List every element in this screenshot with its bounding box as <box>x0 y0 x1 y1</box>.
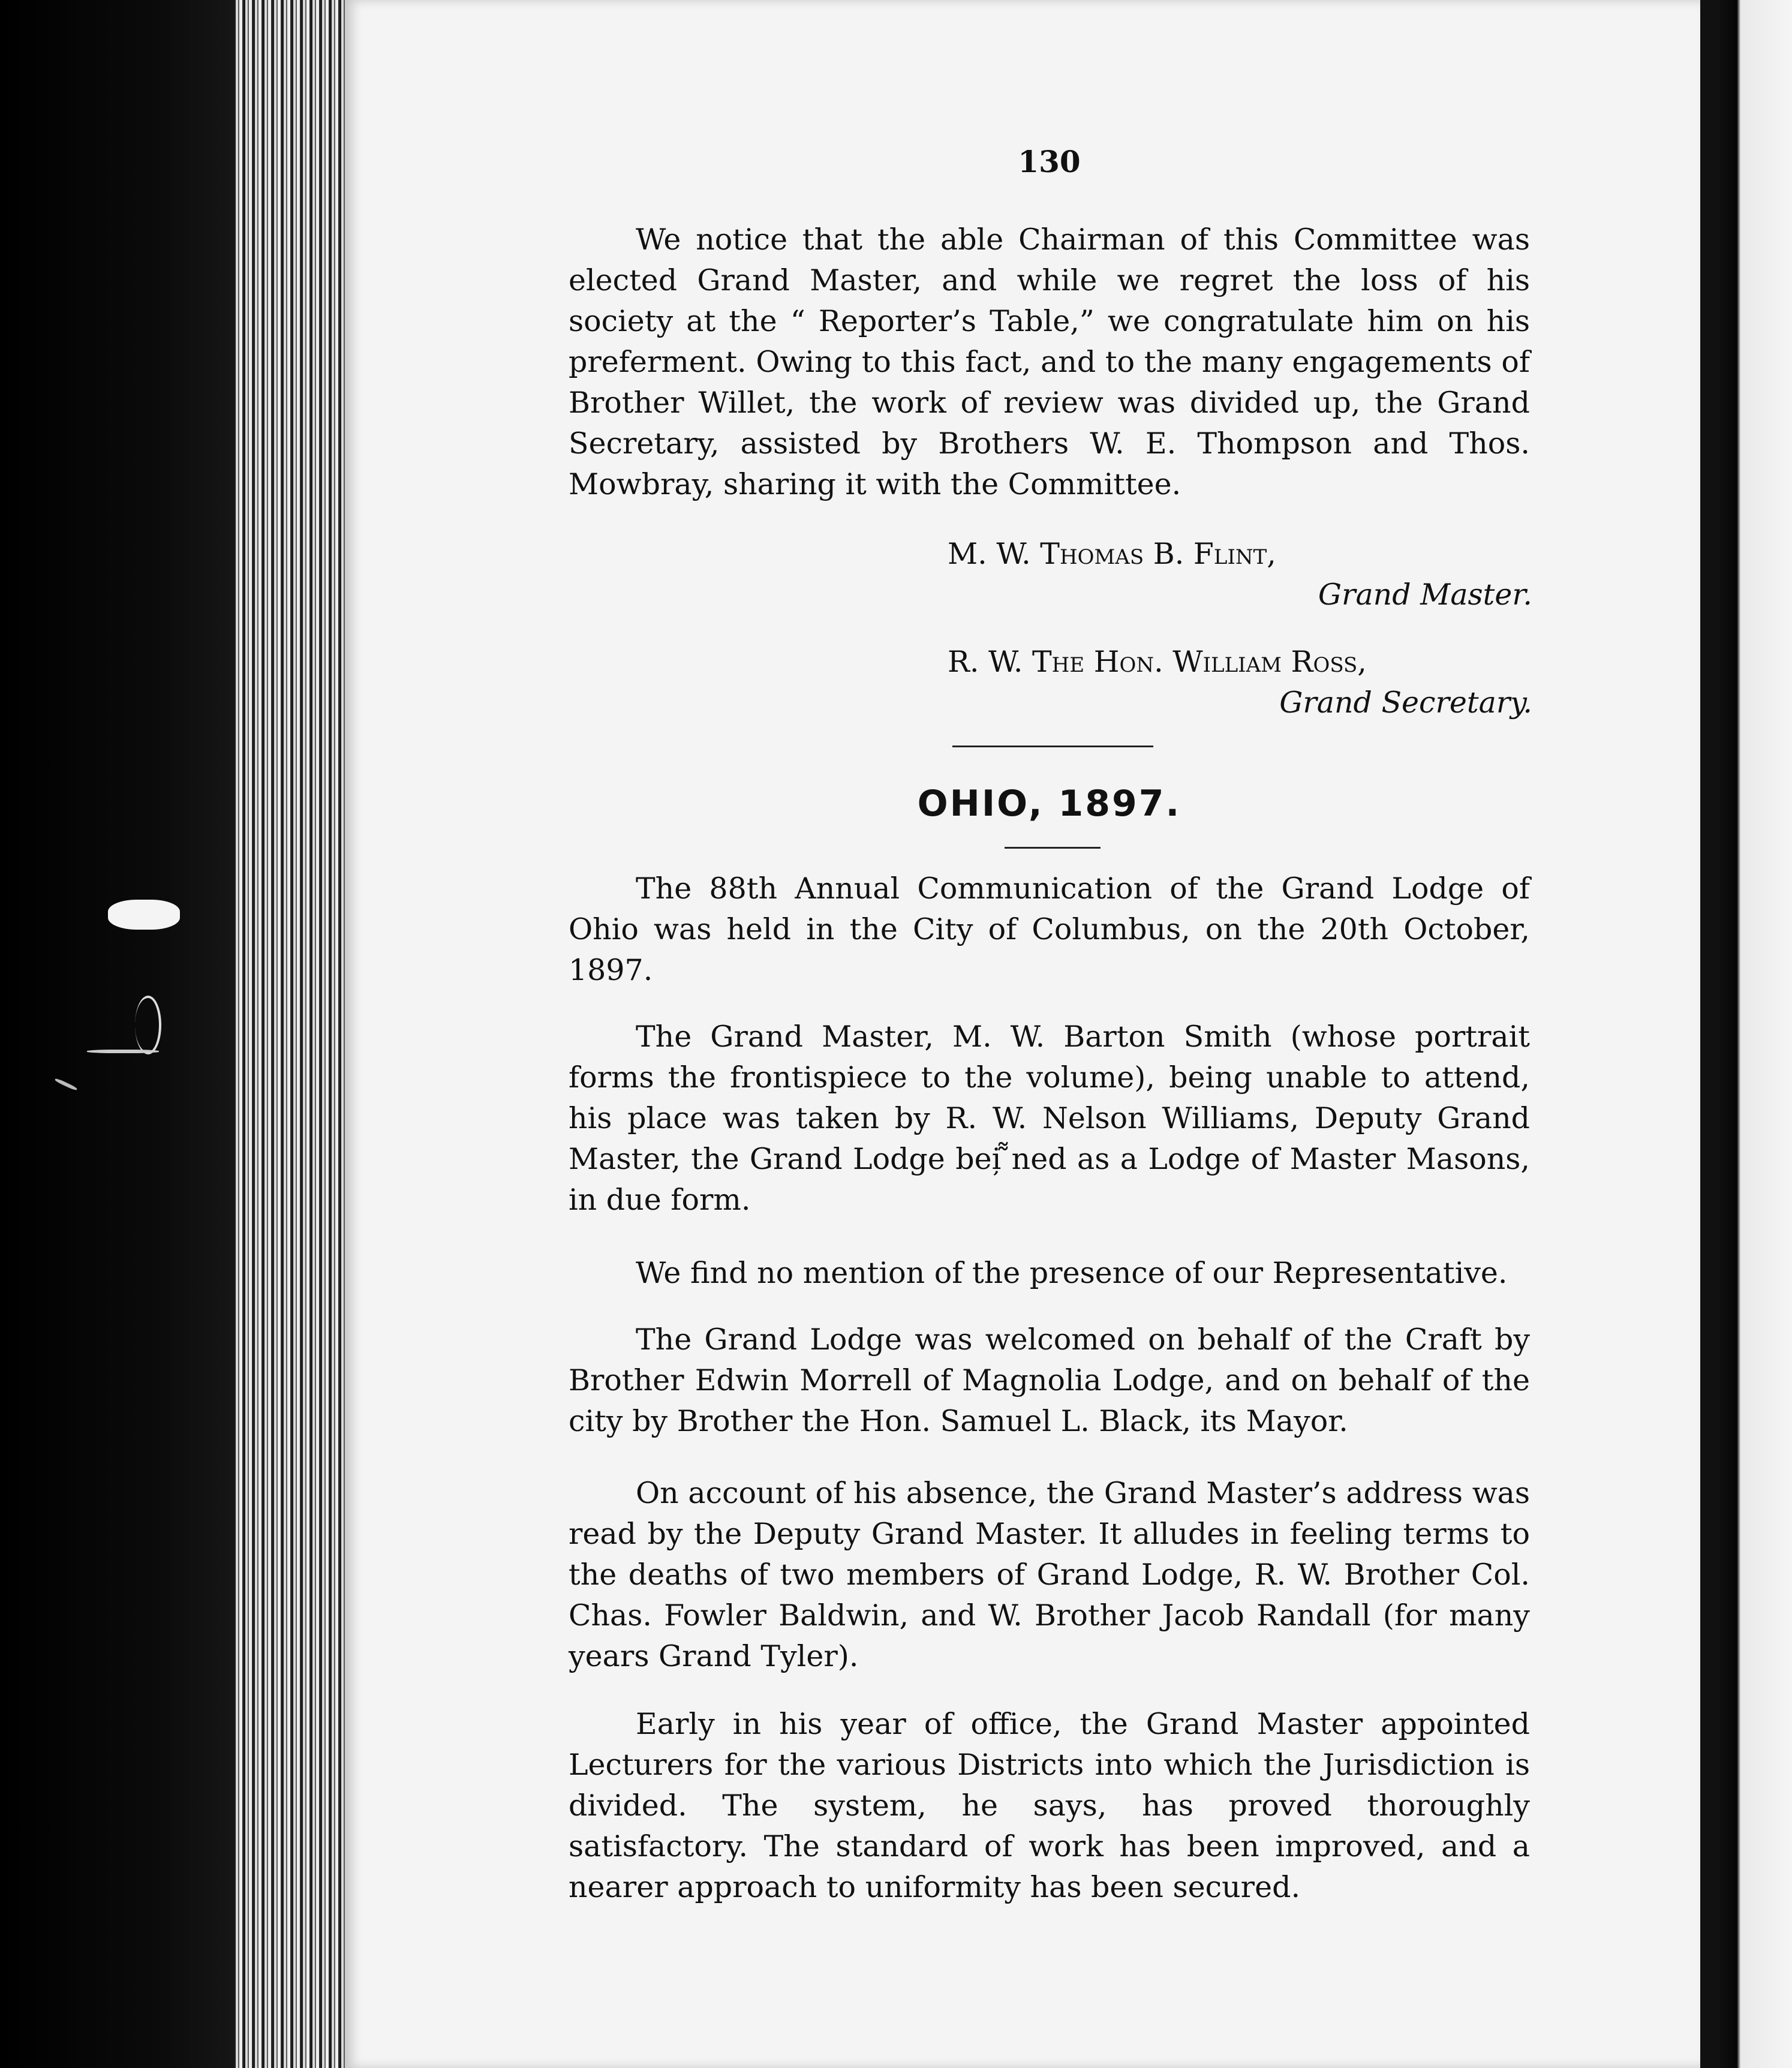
signature-name: M. W. Thomas B. Flint, <box>948 537 1276 571</box>
body-paragraph: We find no mention of the presence of our Representative. <box>636 1256 1508 1290</box>
body-paragraph: The 88th Annual Communication of the Grand Lodge of Ohio was held in the City of Columbus, on the 20th October, 1897. <box>569 871 1530 987</box>
body-paragraph-block <box>569 868 1530 991</box>
signature-grand-master <box>948 534 1532 615</box>
signature-title: Grand Secretary. <box>1279 686 1532 720</box>
body-paragraph: The Grand Master, M. W. Barton Smith (whose portrait forms the frontispiece to the volume), being unable to attend, his place was taken by R. W. Nelson Williams, Deputy Grand Master, the Grand Lodge bei̦̦ ̃̃ned as a Lodge of Master Masons, in due form. <box>569 1020 1530 1217</box>
book-page-edges <box>234 0 348 2068</box>
body-paragraph-block <box>569 1473 1530 1677</box>
page-binding-shadow <box>1700 0 1719 2068</box>
scan-speck <box>87 1050 159 1053</box>
signature-title: Grand Master. <box>1318 578 1532 612</box>
scan-speck <box>135 996 161 1054</box>
signature-grand-secretary <box>948 642 1532 723</box>
page-number: 130 <box>1018 144 1081 179</box>
body-paragraph-block <box>569 1704 1530 1908</box>
body-paragraph: On account of his absence, the Grand Master’s address was read by the Deputy Grand Master. It alludes in feeling terms to the deaths of two members of Grand Lodge, R. W. Brother Col. Chas. Fowler Baldwin, and W. Brother Jacob Randall (for many years Grand Tyler). <box>569 1476 1530 1673</box>
intro-paragraph: We notice that the able Chairman of this Committee was elected Grand Master, and while we regret the loss of his society at the “ Reporter’s Table,” we congratulate him on his preferment. Owing to this fact, and to the many engagements of Brother Willet, the work of review was divided up, the Grand Secretary, assisted by Brothers W. E. Thompson and Thos. Mowbray, sharing it with the Committee. <box>569 223 1530 501</box>
section-divider <box>952 746 1153 747</box>
section-heading: OHIO, 1897. <box>917 783 1181 825</box>
signature-name: R. W. The Hon. William Ross, <box>948 645 1367 679</box>
scanner-background-left <box>0 0 264 2068</box>
body-paragraph-block <box>569 1319 1530 1442</box>
body-paragraph-block <box>569 1017 1530 1221</box>
scan-speck <box>108 900 180 930</box>
body-paragraph: Early in his year of office, the Grand Master appointed Lecturers for the various Districts into which the Jurisdiction is divided. The system, he says, has proved thoroughly satisfactory. The standard of work has been improved, and a nearer approach to uniformity has been secured. <box>569 1707 1530 1904</box>
intro-paragraph-block <box>569 220 1530 505</box>
body-paragraph: The Grand Lodge was welcomed on behalf of the Craft by Brother Edwin Morrell of Magnolia Lodge, and on behalf of the city by Brother the Hon. Samuel L. Black, its Mayor. <box>569 1322 1530 1438</box>
heading-underline <box>1005 847 1101 849</box>
body-paragraph-block <box>569 1253 1530 1294</box>
